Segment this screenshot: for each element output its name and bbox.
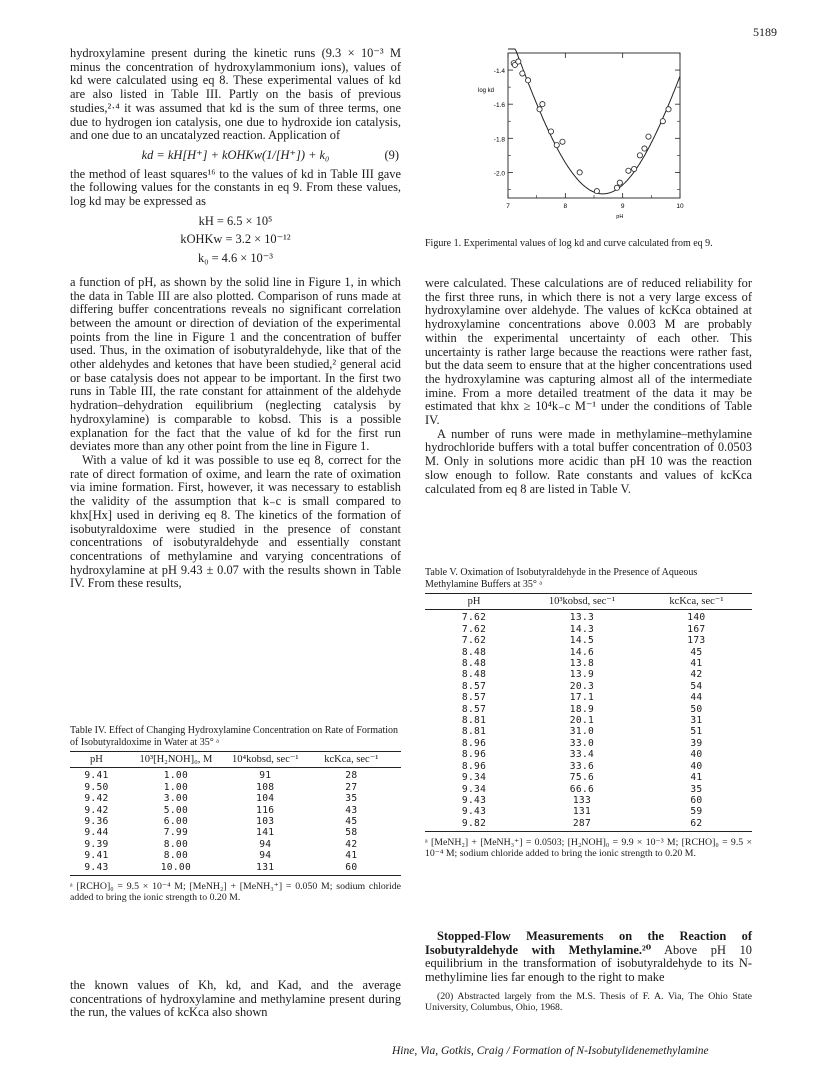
x-tick-label: 8 [563, 203, 568, 210]
y-tick-label: -2.0 [493, 170, 505, 178]
table-cell: 54 [690, 680, 703, 692]
table-cell: 14.5 [569, 635, 595, 647]
table-cell: 9.42 [84, 804, 109, 816]
table-row [425, 692, 752, 703]
left-column-bottom [70, 979, 401, 1020]
data-point [594, 189, 599, 194]
table-cell: 91 [259, 770, 272, 782]
table-v [425, 567, 752, 860]
table-cell: 9.43 [461, 806, 487, 818]
table-cell: 41 [690, 772, 703, 784]
column-header: 10³[H₂NOH]₀, M [123, 752, 229, 768]
table-cell: 141 [256, 827, 275, 839]
plot-frame [508, 53, 680, 198]
data-point [614, 185, 619, 190]
table-cell: 9.41 [84, 770, 109, 782]
table-cell: 51 [690, 726, 703, 738]
table-cell: 131 [572, 806, 592, 818]
column-header: pH [70, 752, 123, 768]
table-cell: 9.43 [461, 794, 487, 806]
table-header-row [70, 752, 401, 768]
table-row [70, 839, 401, 850]
table-row [425, 704, 752, 715]
table-row [425, 749, 752, 760]
column-header: 10⁴kobsd, sec⁻¹ [229, 752, 302, 768]
table-cell: 6.00 [163, 816, 189, 828]
left-column-top [70, 47, 401, 591]
table-cell: 33.0 [569, 737, 595, 749]
table-cell: 9.39 [84, 838, 109, 850]
x-tick-label: 10 [676, 203, 684, 210]
constant-k0: k₀ = 4.6 × 10⁻³ [197, 251, 273, 266]
table-cell: 43 [345, 804, 358, 816]
table-cell: 31 [690, 715, 703, 727]
table-cell: 8.00 [163, 838, 189, 850]
table-row [425, 738, 752, 749]
table-cell: 33.6 [569, 760, 595, 772]
y-tick-label: -1.6 [493, 102, 505, 110]
paragraph: the method of least squares¹⁶ to the values of kd in Table III gave the following values for the constants in eq 9. From these values, log kd may be expressed as [70, 166, 401, 209]
table-cell: 8.96 [461, 737, 487, 749]
right-column-top [425, 277, 752, 496]
table-cell: 35 [345, 793, 358, 805]
table-cell: 20.1 [569, 715, 595, 727]
table-cell: 13.9 [569, 669, 595, 681]
data-point [577, 170, 582, 175]
table-cell: 8.48 [461, 646, 487, 658]
data-point [617, 180, 622, 185]
table-cell: 59 [690, 806, 703, 818]
table-cell: 8.57 [461, 680, 487, 692]
table-cell: 14.6 [569, 646, 595, 658]
table-cell: 14.3 [569, 623, 595, 635]
x-axis-label: pH [616, 214, 624, 220]
table-cell: 9.44 [84, 827, 109, 839]
table-cell: 40 [690, 760, 703, 772]
calculated-curve [508, 49, 680, 194]
table-iv [70, 725, 401, 904]
table-cell: 104 [256, 793, 275, 805]
table-row [425, 635, 752, 646]
table-cell: 103 [256, 816, 275, 828]
paragraph: hydroxylamine present during the kinetic runs (9.3 × 10⁻³ M minus the concentration of hydroxylammonium ions), values of kd were calculated using eq 8. These experimental values of kd are also listed in Table III. Partly on the basis of previous studies,²·⁴ it was assumed that kd is the sum of three terms, one due to hydrogen ion catalysis, one due to hydroxide ion catalysis, and one due to an uncatalyzed reaction. Application of [70, 46, 401, 143]
table-row [425, 726, 752, 737]
table-cell: 8.00 [163, 850, 189, 862]
table-row [70, 805, 401, 816]
data-table [425, 593, 752, 832]
table-row [70, 782, 401, 793]
table-row [70, 816, 401, 827]
table-cell: 116 [256, 804, 275, 816]
table-row [425, 681, 752, 692]
table-cell: 8.81 [461, 726, 487, 738]
table-row [425, 647, 752, 658]
table-row [425, 806, 752, 817]
table-cell: 31.0 [569, 726, 595, 738]
table-caption: Table IV. Effect of Changing Hydroxylamine Concentration on Rate of Formation of Isobutyraldoxime in Water at 35° ᵃ [70, 725, 399, 748]
figure-1 [474, 43, 752, 228]
table-cell: 7.62 [461, 612, 487, 624]
data-point [537, 107, 542, 112]
paragraph: were calculated. These calculations are of reduced reliability for the first three runs, in which there is not a very large excess of hydroxylamine over aldehyde. The values of kcKca obtained at hydroxylamine concentrations above 0.003 M are probably within the experimental uncertainty of each other. This uncertainty is rather large because the reactions were rather fast, but the data seem to ensure that at the higher concentrations used the hydroxylamine was capturing almost all of the intermediate imine. From a more detailed treatment of the data it may be estimated that khx ≥ 10⁴k₋c M⁻¹ under the conditions of Table IV. [425, 276, 752, 428]
table-cell: 13.3 [569, 612, 595, 624]
table-cell: 40 [690, 749, 703, 761]
table-cell: 58 [345, 827, 358, 839]
table-row [70, 862, 401, 876]
running-footer: Hine, Via, Gotkis, Craig / Formation of N-Isobutylidenemethylamine [392, 1045, 709, 1057]
data-point [554, 143, 559, 148]
column-header: kcKca, sec⁻¹ [641, 594, 752, 610]
section-heading: Stopped-Flow Measurements on the Reaction of Isobutyraldehyde with Methylamine.²⁰ [425, 929, 752, 957]
table-cell: 45 [345, 816, 358, 828]
table-row [425, 715, 752, 726]
equation-text: kd = kH[H⁺] + kOHKw(1/[H⁺]) + k₀ [141, 147, 330, 162]
table-cell: 5.00 [163, 804, 189, 816]
figure-plot [474, 43, 752, 228]
right-column-bottom [425, 930, 752, 1013]
table-cell: 41 [345, 850, 358, 862]
y-axis-label: log kd [478, 88, 495, 95]
table-cell: 8.57 [461, 703, 487, 715]
data-point [548, 129, 553, 134]
table-cell: 42 [345, 838, 358, 850]
table-cell: 94 [259, 850, 272, 862]
data-table [70, 751, 401, 876]
table-cell: 9.82 [425, 818, 523, 832]
data-point [632, 166, 637, 171]
table-cell: 7.62 [461, 635, 487, 647]
table-cell: 9.41 [84, 850, 109, 862]
table-row [425, 658, 752, 669]
table-cell: 8.96 [461, 760, 487, 772]
table-cell: 75.6 [569, 772, 595, 784]
table-cell: 42 [690, 669, 703, 681]
table-cell: 9.36 [84, 816, 109, 828]
data-point [520, 71, 525, 76]
table-cell: 108 [256, 781, 275, 793]
table-cell: 27 [345, 781, 358, 793]
data-point [642, 146, 647, 151]
table-cell: 7.99 [163, 827, 189, 839]
table-cell: 20.3 [569, 680, 595, 692]
table-cell: 50 [690, 703, 703, 715]
table-cell: 7.62 [461, 623, 487, 635]
data-point [660, 119, 665, 124]
table-cell: 1.00 [163, 770, 189, 782]
table-cell: 9.34 [461, 772, 487, 784]
figure-caption: Figure 1. Experimental values of log kd and curve calculated from eq 9. [425, 238, 713, 249]
table-row [425, 610, 752, 624]
paragraph: A number of runs were made in methylamine–methylamine hydrochloride buffers with a total buffer concentration of 0.0503 M. Only in solutions more acidic than pH 10 was the reaction slow enough to follow. Rate constants and values of kcKca calculated from eq 8 are listed in Table V. [425, 426, 752, 496]
table-cell: 60 [302, 862, 401, 876]
table-cell: 287 [523, 818, 641, 832]
table-row [425, 669, 752, 680]
table-cell: 18.9 [569, 703, 595, 715]
table-row [425, 784, 752, 795]
data-point [516, 59, 521, 64]
x-tick-label: 7 [506, 203, 510, 210]
table-header-row [425, 594, 752, 610]
table-cell: 60 [690, 794, 703, 806]
table-cell: 44 [690, 692, 703, 704]
table-cell: 133 [572, 794, 592, 806]
table-cell: 167 [687, 623, 706, 635]
y-tick-label: -1.8 [493, 136, 505, 144]
table-cell: 28 [345, 770, 358, 782]
data-point [646, 134, 651, 139]
column-header: pH [425, 594, 523, 610]
table-footnote: ᵃ [RCHO]₀ = 9.5 × 10⁻⁴ M; [MeNH₂] + [MeNH₃⁺] = 0.050 M; sodium chloride added to bring the ionic strength to 0.20 M. [70, 881, 401, 904]
table-cell: 41 [690, 658, 703, 670]
y-tick-label: -1.4 [493, 68, 505, 76]
table-cell: 10.00 [123, 862, 229, 876]
paragraph-text: Above pH 10 equilibrium in the transformation of isobutyraldehyde to its N-methylimine lies far enough to the right to make [425, 942, 752, 985]
data-point [525, 78, 530, 83]
paragraph: With a value of kd it was possible to use eq 8, correct for the rate of direct formation of oxime, and learn the rate of oximation via imine formation. First, however, it was necessary to establish the validity of the assumption that k₋c is small compared to khx[Hx] used in deriving eq 8. The kinetics of the formation of isobutyraldoxime were studied in the presence of constant concentrations of isobutyraldehyde and essentially constant concentrations of methylamine and varying concentrations of hydroxylamine at pH 9.43 ± 0.07 with the results shown in Table IV. From these results, [70, 452, 401, 591]
page-number: 5189 [753, 25, 777, 39]
table-cell: 33.4 [569, 749, 595, 761]
equation-9 [70, 149, 401, 163]
table-cell: 62 [641, 818, 752, 832]
table-cell: 8.48 [461, 669, 487, 681]
data-point [560, 139, 565, 144]
footnote-20: (20) Abstracted largely from the M.S. Thesis of F. A. Via, The Ohio State University, Columbus, Ohio, 1968. [425, 990, 752, 1014]
table-cell: 13.8 [569, 658, 595, 670]
constant-kh: kH = 6.5 × 10⁵ [198, 213, 273, 228]
table-caption: Table V. Oximation of Isobutyraldehyde in the Presence of Aqueous Methylamine Buffers at 35° ᵃ [425, 567, 698, 590]
table-cell: 94 [259, 838, 272, 850]
table-row [425, 795, 752, 806]
equation-number: (9) [384, 147, 399, 162]
table-row [425, 624, 752, 635]
table-cell: 1.00 [163, 781, 189, 793]
table-cell: 17.1 [569, 692, 595, 704]
table-cell: 66.6 [569, 783, 595, 795]
table-cell: 140 [687, 612, 706, 624]
table-cell: 8.81 [461, 715, 487, 727]
table-cell: 8.48 [461, 658, 487, 670]
table-cell: 9.42 [84, 793, 109, 805]
data-point [666, 107, 671, 112]
table-cell: 9.50 [84, 781, 109, 793]
column-header: 10³kobsd, sec⁻¹ [523, 594, 641, 610]
data-point [626, 168, 631, 173]
table-cell: 3.00 [163, 793, 189, 805]
table-row [425, 772, 752, 783]
table-cell: 9.34 [461, 783, 487, 795]
table-row [425, 818, 752, 832]
table-cell: 45 [690, 646, 703, 658]
table-row [70, 768, 401, 782]
table-cell: 35 [690, 783, 703, 795]
table-cell: 173 [687, 635, 706, 647]
table-cell: 39 [690, 737, 703, 749]
table-row [70, 827, 401, 838]
constant-kohkw: kOHKw = 3.2 × 10⁻¹² [180, 232, 291, 247]
table-cell: 8.57 [461, 692, 487, 704]
data-point [540, 102, 545, 107]
table-row [425, 761, 752, 772]
table-cell: 8.96 [461, 749, 487, 761]
table-footnote: ᵃ [MeNH₂] + [MeNH₃⁺] = 0.0503; [H₂NOH]₀ = 9.9 × 10⁻³ M; [RCHO]₀ = 9.5 × 10⁻⁴ M; sodium chloride added to bring the ionic strength to 0.20 M. [425, 837, 752, 860]
data-point [637, 153, 642, 158]
column-header: kcKca, sec⁻¹ [302, 752, 401, 768]
table-cell: 9.43 [70, 862, 123, 876]
paragraph: a function of pH, as shown by the solid line in Figure 1, in which the data in Table III are also plotted. Comparison of runs made at differing buffer concentrations reveals no significant correlation between the amount or direction of deviation of the experimental points from the line in Figure 1 and the concentration of buffer used. Thus, in the oximation of isobutyraldehyde, like that of the other aldehydes and ketones that have been studied,² general acid or base catalysis does not appear to be important. In the first two runs in Table III, the rate constant for attainment of the aldehyde hydration–dehydration equilibrium (neglecting catalysis by hydroxylamine) is comparable to kobsd. This is a possible explanation for the fact that the value of kd for the first run deviates more than any other point from the line in Figure 1. [70, 274, 401, 454]
table-row [70, 850, 401, 861]
paragraph [425, 930, 752, 985]
table-cell: 131 [229, 862, 302, 876]
table-row [70, 793, 401, 804]
paragraph: the known values of Kh, kd, and Kad, and the average concentrations of hydroxylamine and methylamine present during the run, the values of kcKca also shown [70, 978, 401, 1020]
x-tick-label: 9 [620, 203, 625, 210]
